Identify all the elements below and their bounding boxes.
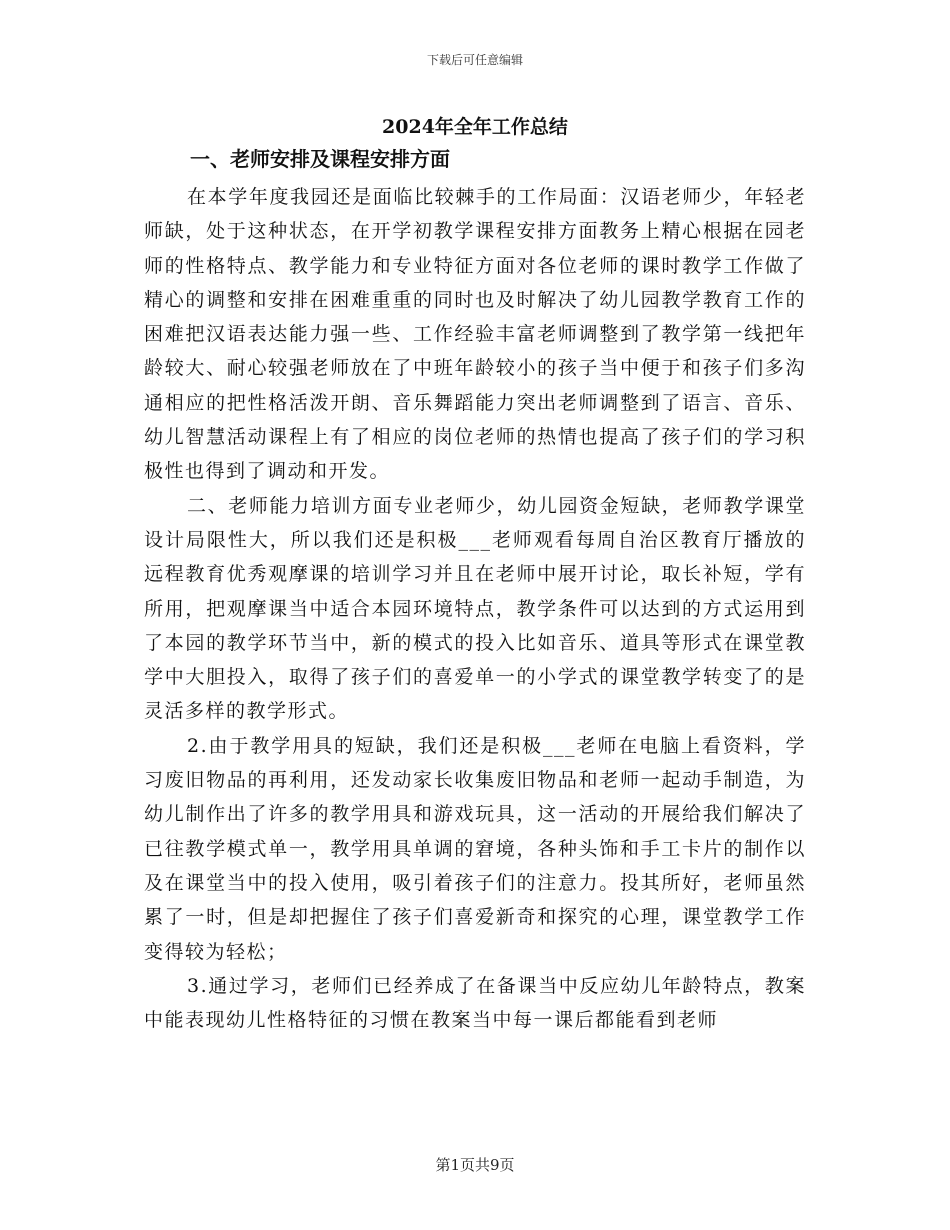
- paragraph-lesson-planning: 3.通过学习，老师们已经养成了在备课当中反应幼儿年龄特点，教案中能表现幼儿性格特征的习惯在教案当中每一课后都能看到老师: [144, 974, 806, 1032]
- page-number: 第1页共9页: [435, 1156, 515, 1174]
- section-heading: 一、老师安排及课程安排方面: [190, 147, 450, 171]
- paragraph-teaching-aids: 2.由于教学用具的短缺，我们还是积极___老师在电脑上看资料，学习废旧物品的再利用，还发动家长收集废旧物品和老师一起动手制造，为幼儿制作出了许多的教学用具和游戏玩具，这一活动的开展给我们解决了已往教学模式单一，教学用具单调的窘境，各种头饰和手工卡片的制作以及在课堂当中的投入使用，吸引着孩子们的注意力。投其所好，老师虽然累了一时，但是却把握住了孩子们喜爱新奇和探究的心理，课堂教学工作变得较为轻松；: [144, 734, 806, 963]
- page-header: 下载后可任意编辑: [426, 53, 523, 67]
- document-title: 2024年全年工作总结: [382, 116, 568, 138]
- paragraph-teacher-training: 二、老师能力培训方面专业老师少，幼儿园资金短缺，老师教学课堂设计局限性大，所以我们还是积极___老师观看每周自治区教育厅播放的远程教育优秀观摩课的培训学习并且在老师中展开讨论，取长补短，学有所用，把观摩课当中适合本园环境特点，教学条件可以达到的方式运用到了本园的教学环节当中，新的模式的投入比如音乐、道具等形式在课堂教学中大胆投入，取得了孩子们的喜爱单一的小学式的课堂教学转变了的是灵活多样的教学形式。: [144, 494, 806, 723]
- paragraph-staff-arrangement: 在本学年度我园还是面临比较棘手的工作局面：汉语老师少，年轻老师缺，处于这种状态，在开学初教学课程安排方面教务上精心根据在园老师的性格特点、教学能力和专业特征方面对各位老师的课时教学工作做了精心的调整和安排在困难重重的同时也及时解决了幼儿园教学教育工作的困难把汉语表达能力强一些、工作经验丰富老师调整到了教学第一线把年龄较大、耐心较强老师放在了中班年龄较小的孩子当中便于和孩子们多沟通相应的把性格活泼开朗、音乐舞蹈能力突出老师调整到了语言、音乐、幼儿智慧活动课程上有了相应的岗位老师的热情也提高了孩子们的学习积极性也得到了调动和开发。: [144, 186, 806, 483]
- document-body: [144, 112, 806, 1037]
